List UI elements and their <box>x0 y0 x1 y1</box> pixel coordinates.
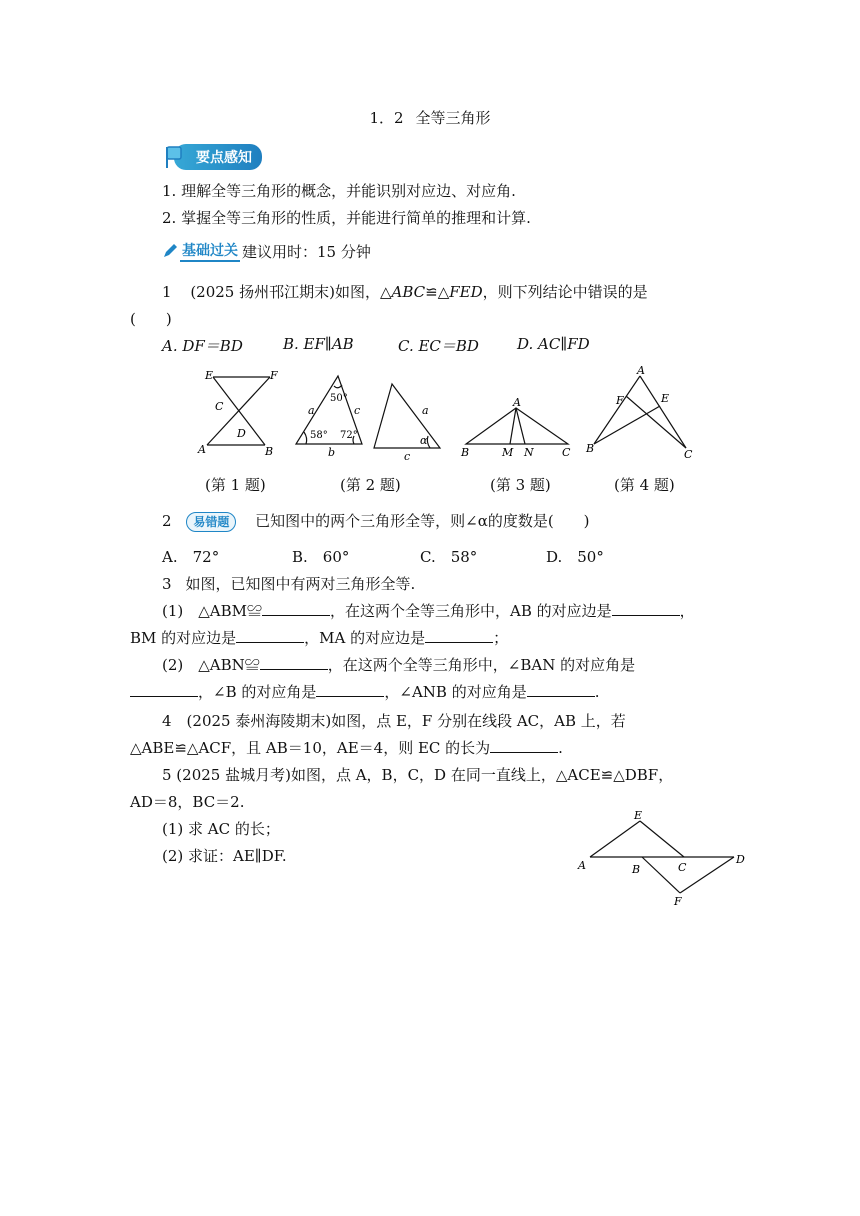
answer-blank[interactable] <box>236 628 304 643</box>
q3-text: 如图，已知图中有两对三角形全等. <box>185 575 416 593</box>
question-1 <box>162 281 648 302</box>
fig2-angle-72: 72° <box>340 430 358 441</box>
figure-4 <box>582 362 697 462</box>
q3-p1f: ； <box>493 629 509 647</box>
fig2-side-a2: a <box>422 404 429 417</box>
fig4-label-b: B <box>586 442 595 455</box>
flag-icon <box>162 144 188 170</box>
fig1-label-d: D <box>237 427 246 440</box>
q1-source: (2025 扬州邗江期末) <box>190 283 335 301</box>
question-2 <box>162 510 590 532</box>
q1-number: 1 <box>162 283 172 301</box>
answer-blank[interactable] <box>490 738 558 753</box>
q3-p2b: ，在这两个全等三角形中，∠BAN 的对应角是 <box>327 656 636 674</box>
answer-blank[interactable] <box>260 655 328 670</box>
fig3-label-m: M <box>502 446 514 459</box>
caption-fig3: (第 3 题) <box>490 476 551 494</box>
q1-text-a: 如图，△ <box>334 283 392 301</box>
q3-p2d: ，∠ANB 的对应角是 <box>384 683 527 701</box>
question-4-line2 <box>130 737 563 758</box>
q1-tri-1: ABC <box>391 283 426 301</box>
fig2-side-b: b <box>328 446 336 459</box>
figure-3 <box>458 390 578 460</box>
q1-option-a: A. DF＝BD <box>162 337 243 355</box>
q1-answer-paren: ( ) <box>130 310 172 328</box>
question-5-line2: AD＝8，BC＝2. <box>130 793 245 811</box>
q3-number: 3 <box>162 575 172 593</box>
q4-line2b: . <box>558 739 563 757</box>
fig2-side-c2: c <box>404 450 411 460</box>
fig1-label-e: E <box>205 369 214 382</box>
fig1-label-b: B <box>265 445 274 458</box>
fig1-label-c: C <box>215 400 224 413</box>
q1-option-b: B. EF∥AB <box>283 335 354 353</box>
fig2-angle-alpha: α <box>420 434 428 447</box>
question-4-line1: 4 (2025 泰州海陵期末)如图，点 E，F 分别在线段 AC，AB 上，若 <box>162 712 626 730</box>
fig3-label-n: N <box>524 446 534 459</box>
fig4-label-c: C <box>684 448 693 461</box>
q3-p2a: (2) △ABN≌ <box>162 656 260 674</box>
caption-fig1: (第 1 题) <box>205 476 266 494</box>
fig2-side-c: c <box>354 404 361 417</box>
q3-p1b: ，在这两个全等三角形中，AB 的对应边是 <box>330 602 612 620</box>
fig4-label-a: A <box>637 364 645 377</box>
figure-5 <box>572 805 752 910</box>
q3-part2-line1 <box>162 654 635 675</box>
fig2-angle-50: 50° <box>330 393 348 404</box>
fig3-label-b: B <box>461 446 470 459</box>
caption-fig4: (第 4 题) <box>614 476 675 494</box>
fig3-label-c: C <box>562 446 571 459</box>
point-1: 1. 理解全等三角形的概念，并能识别对应边、对应角. <box>162 182 516 200</box>
q3-p1d: BM 的对应边是 <box>130 629 237 647</box>
figure-2 <box>290 368 450 460</box>
q2-option-a: A. 72° <box>162 548 220 566</box>
suggested-time: 建议用时：15 分钟 <box>242 242 371 261</box>
answer-blank[interactable] <box>130 682 198 697</box>
question-3 <box>162 573 415 594</box>
q5-sub2: (2) 求证：AE∥DF. <box>162 847 287 865</box>
q3-p1c: ， <box>679 602 695 620</box>
section-basic-label: 基础过关 <box>180 240 240 262</box>
q3-part1-line2 <box>130 627 508 648</box>
caption-fig2: (第 2 题) <box>340 476 401 494</box>
fig3-label-a: A <box>513 396 521 409</box>
q3-p2e: . <box>594 683 600 701</box>
point-2: 2. 掌握全等三角形的性质，并能进行简单的推理和计算. <box>162 209 531 227</box>
fig1-label-a: A <box>198 443 206 456</box>
q3-p1a: (1) △ABM≌ <box>162 602 262 620</box>
q1-option-d: D. AC∥FD <box>517 335 590 353</box>
q2-text: 已知图中的两个三角形全等，则∠α的度数是( ) <box>255 512 590 530</box>
q3-p1e: ，MA 的对应边是 <box>304 629 426 647</box>
q2-number: 2 <box>162 512 172 530</box>
section-basic <box>162 240 371 262</box>
section-key-points-label: 要点感知 <box>174 144 262 170</box>
q3-p2c: ，∠B 的对应角是 <box>198 683 317 701</box>
title-number: 1．2 <box>369 109 404 127</box>
q3-part1-line1 <box>162 600 695 621</box>
fig1-label-f: F <box>270 369 278 382</box>
figure-1 <box>195 365 285 460</box>
error-prone-tag: 易错题 <box>186 512 236 532</box>
fig5-label-e: E <box>634 809 643 822</box>
fig5-label-a: A <box>578 859 586 872</box>
pencil-icon <box>162 243 178 259</box>
fig5-label-b: B <box>632 863 641 876</box>
answer-blank[interactable] <box>316 682 384 697</box>
fig5-label-c: C <box>678 861 687 874</box>
title-text: 全等三角形 <box>415 109 491 127</box>
q1-cong: ≌△ <box>425 283 450 301</box>
q1-text-b: ，则下列结论中错误的是 <box>482 283 648 301</box>
fig2-side-a: a <box>308 404 315 417</box>
fig4-label-e: E <box>661 392 670 405</box>
fig4-label-f: F <box>616 394 624 407</box>
q5-sub1: (1) 求 AC 的长； <box>162 820 280 838</box>
q1-tri-2: FED <box>449 283 483 301</box>
fig5-label-d: D <box>736 853 745 866</box>
answer-blank[interactable] <box>612 601 680 616</box>
section-key-points <box>162 144 262 170</box>
answer-blank[interactable] <box>425 628 493 643</box>
page-title <box>0 107 860 128</box>
q4-line2a: △ABE≌△ACF，且 AB＝10，AE＝4，则 EC 的长为 <box>130 739 491 757</box>
fig5-label-f: F <box>674 895 682 908</box>
q1-option-c: C. EC＝BD <box>398 337 479 355</box>
q2-option-c: C. 58° <box>420 548 478 566</box>
question-5-line1: 5 (2025 盐城月考)如图，点 A，B，C，D 在同一直线上，△ACE≌△DBF， <box>162 766 674 784</box>
q2-option-b: B. 60° <box>292 548 350 566</box>
q2-option-d: D. 50° <box>546 548 604 566</box>
q3-part2-line2 <box>130 681 599 702</box>
answer-blank[interactable] <box>527 682 595 697</box>
answer-blank[interactable] <box>262 601 330 616</box>
fig2-angle-58: 58° <box>310 430 328 441</box>
